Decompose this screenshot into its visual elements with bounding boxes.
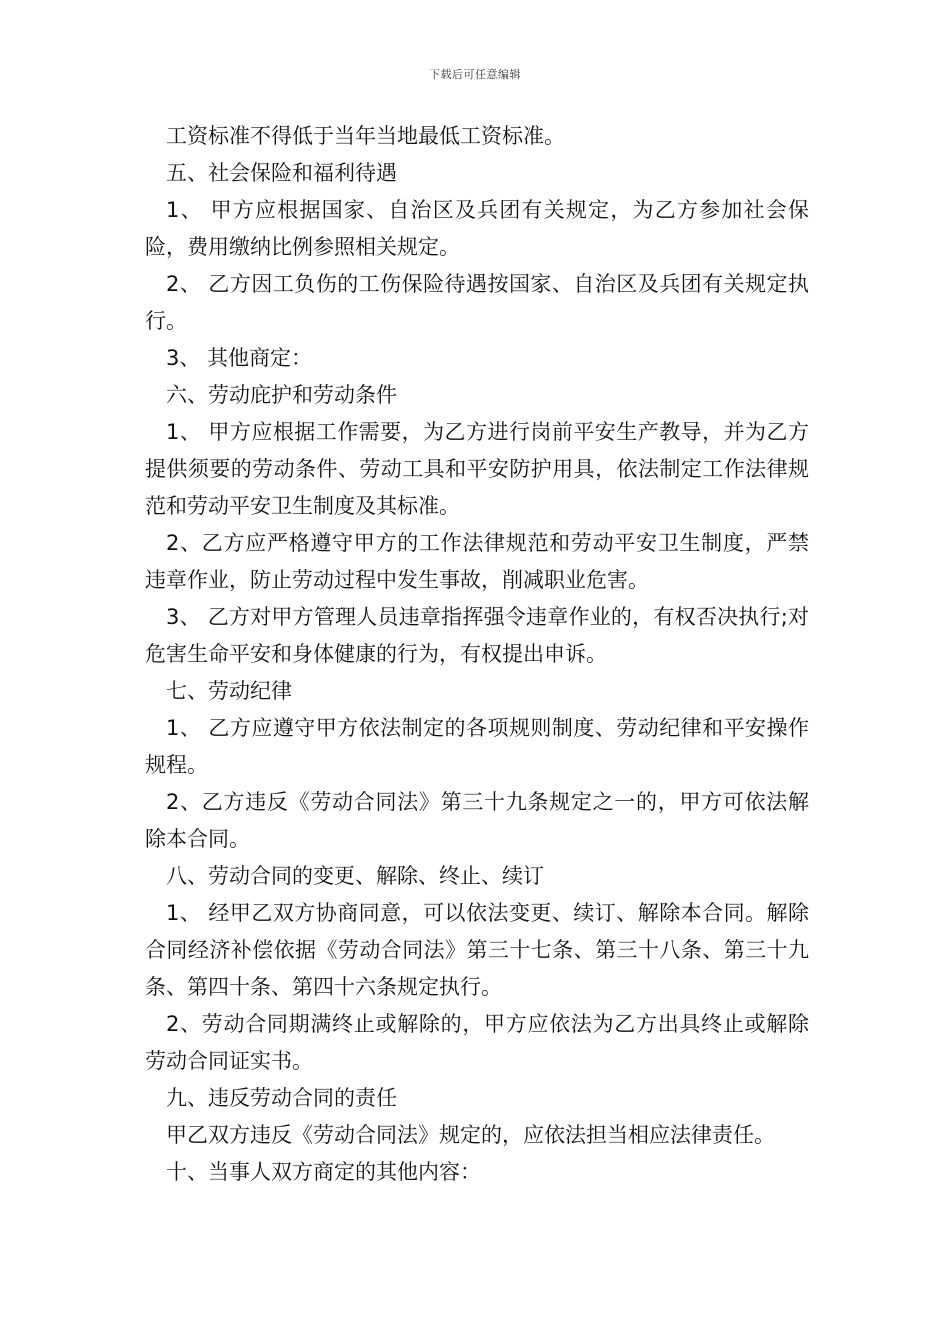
paragraph-7-1: 1、 乙方应遵守甲方依法制定的各项规则制度、劳动纪律和平安操作规程。 xyxy=(145,716,809,777)
paragraph-8-1: 1、 经甲乙双方协商同意，可以依法变更、续订、解除本合同。解除合同经济补偿依据《劳动合同法》第三十七条、第三十八条、第三十九条、第四十条、第四十六条规定执行。 xyxy=(145,901,809,999)
section-heading-9: 九、违反劳动合同的责任 xyxy=(166,1086,397,1110)
paragraph-6-3: 3、 乙方对甲方管理人员违章指挥强令违章作业的，有权否决执行;对危害生命平安和身体健康的行为，有权提出申诉。 xyxy=(145,605,809,666)
page-header: 下载后可任意编辑 xyxy=(429,68,521,81)
section-heading-10: 十、当事人双方商定的其他内容： xyxy=(166,1160,481,1184)
section-heading-7: 七、劳动纪律 xyxy=(166,679,292,703)
paragraph-wage-standard: 工资标准不得低于当年当地最低工资标准。 xyxy=(166,124,565,148)
paragraph-5-1: 1、 甲方应根据国家、自治区及兵团有关规定，为乙方参加社会保险，费用缴纳比例参照相关规定。 xyxy=(145,198,809,259)
paragraph-5-3: 3、 其他商定： xyxy=(166,346,313,370)
paragraph-6-2: 2、乙方应严格遵守甲方的工作法律规范和劳动平安卫生制度，严禁违章作业，防止劳动过程中发生事故，削减职业危害。 xyxy=(145,531,809,592)
paragraph-5-2: 2、 乙方因工负伤的工伤保险待遇按国家、自治区及兵团有关规定执行。 xyxy=(145,272,809,333)
document-body xyxy=(145,118,809,1191)
section-heading-8: 八、劳动合同的变更、解除、终止、续订 xyxy=(166,864,544,888)
paragraph-6-1: 1、 甲方应根据工作需要，为乙方进行岗前平安生产教导，并为乙方提供须要的劳动条件、劳动工具和平安防护用具，依法制定工作法律规范和劳动平安卫生制度及其标准。 xyxy=(145,420,809,518)
section-heading-6: 六、劳动庇护和劳动条件 xyxy=(166,383,397,407)
paragraph-9-1: 甲乙双方违反《劳动合同法》规定的，应依法担当相应法律责任。 xyxy=(166,1123,775,1147)
section-heading-5: 五、社会保险和福利待遇 xyxy=(166,161,397,185)
paragraph-8-2: 2、劳动合同期满终止或解除的，甲方应依法为乙方出具终止或解除劳动合同证实书。 xyxy=(145,1012,809,1073)
paragraph-7-2: 2、乙方违反《劳动合同法》第三十九条规定之一的，甲方可依法解除本合同。 xyxy=(145,790,809,851)
